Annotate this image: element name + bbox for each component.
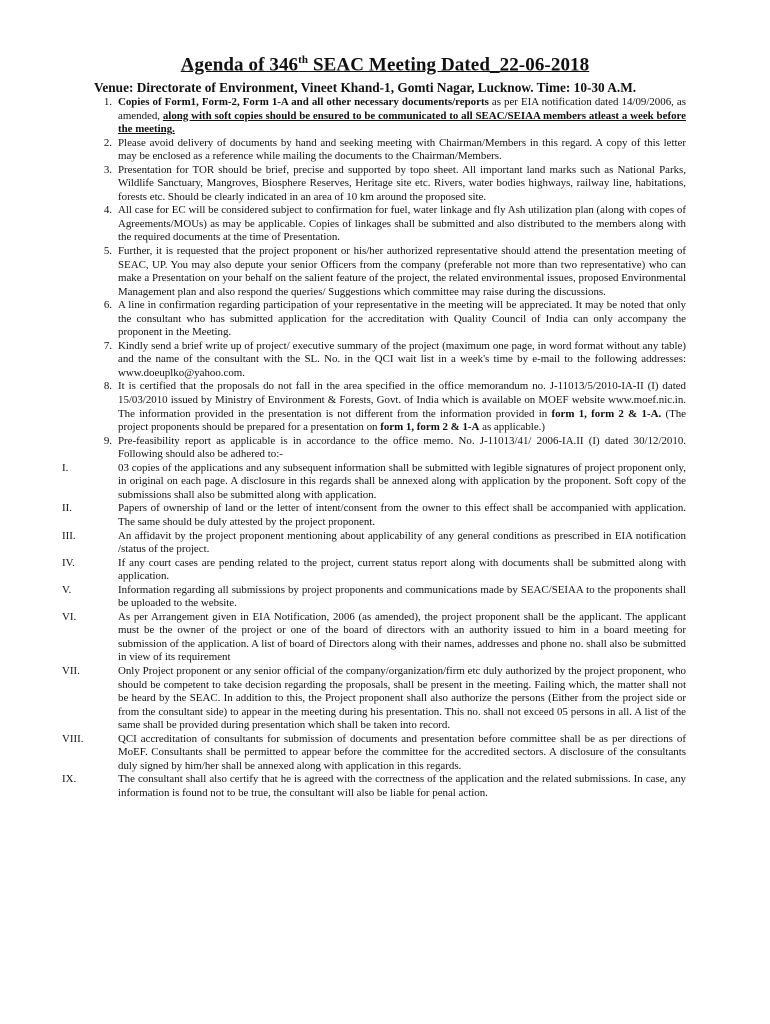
item-number: 5. <box>103 245 112 258</box>
item-number: 2. <box>103 136 112 149</box>
item-number: VII. <box>62 664 80 677</box>
agenda-subitem-vi <box>62 610 686 665</box>
item-number: 6. <box>103 299 112 312</box>
agenda-item-5 <box>103 245 686 299</box>
item-bold-text: Copies of Form1, Form-2, Form 1-A and all other necessary documents/reports <box>118 96 489 108</box>
agenda-subitem-ii <box>62 502 686 529</box>
agenda-item-4 <box>103 204 686 245</box>
item-number: IX. <box>62 773 77 786</box>
item-number: 4. <box>103 204 112 217</box>
item-number: 8. <box>103 380 112 393</box>
item-number: 7. <box>103 339 112 352</box>
item-text: Presentation for TOR should be brief, precise and supported by topo sheet. All important land marks such as National Parks, Wildlife Sanctuary, Mangroves, Biosphere Reserves, Heritage site etc. Rivers, water bodies highways, railway line, habitations, forests etc. Should be clearly indicated in an area of 10 km around the proposed site. <box>118 163 686 203</box>
item-text: Further, it is requested that the project proponent or his/her authorized representative should attend the presentation meeting of SEAC, UP. You may also depute your senior Officers from the company (preferable not more than two representative) who can make a Presentation on your behalf on the salient feature of the project, the related environmental issues, proposed Environmental Management plan and also respond the queries/ Suggestions which committee may raise during the discussions. <box>118 245 686 298</box>
item-text: The consultant shall also certify that he is agreed with the correctness of the application and the related submissions. In case, any information is found not to be true, the consultant will also be liable for penal action. <box>118 773 686 799</box>
title-prefix: Agenda of 346 <box>180 54 299 76</box>
item-number: VIII. <box>62 732 84 745</box>
item-text: Information regarding all submissions by project proponents and communications made by SEAC/SEIAA to the proponents shall be uploaded to the website. <box>118 583 686 610</box>
item-bold-text: form 1, form 2 & 1-A. <box>551 407 662 420</box>
agenda-subitem-viii <box>62 732 686 774</box>
agenda-item-9 <box>103 434 686 462</box>
item-number: V. <box>62 583 72 596</box>
page-title <box>0 54 770 76</box>
item-text: Papers of ownership of land or the letter of intent/consent from the owner to this effect shall be accompanied with application. The same should be duly attested by the project proponent. <box>118 502 686 528</box>
agenda-item-2 <box>103 136 686 164</box>
agenda-subitem-vii <box>62 664 686 733</box>
item-text: It is certified that the proposals do not fall in the area specified in the office memorandum no. J-11013/5/2010-IA-II (I) dated 15/03/2010 issued by Ministry of Environment & Forests, Govt. of India which is available on MOEF website www.moef.nic.in. The information provided in the presentation is not different from the information provided in <box>118 380 686 420</box>
item-bold-text-2: form 1, form 2 & 1-A <box>380 421 480 434</box>
item-text: as per EIA notification dated 14/09/2006, as amended, <box>118 96 686 122</box>
item-text: Please avoid delivery of documents by hand and seeking meeting with Chairman/Members in this regard. A copy of this letter may be enclosed as a reference while mailing the documents to the Chairman/Members. <box>118 136 686 163</box>
agenda-item-1 <box>103 96 686 137</box>
item-number: 9. <box>103 434 112 447</box>
item-text: A line in confirmation regarding participation of your representative in the meeting will be appreciated. It may be noted that only the consultant who has submitted application for the accreditation with Quality Council of India can only accompany the proponent in the Meeting. <box>118 299 686 339</box>
agenda-subitem-v <box>62 583 686 611</box>
agenda-list <box>62 96 687 800</box>
item-text-3: as applicable.) <box>479 421 546 434</box>
item-text: Only Project proponent or any senior official of the company/organization/firm etc duly authorized by the project proponent, who should be competent to take decision regarding the proposals, shall be present in the meeting. Failing which, the matter shall not be heard by the SEAC. In addition to this, the Project proponent shall also authorize the persons (Either from the project side or from the consultant side) to appear in the meeting during his presentation. This no. shall not exceed 05 persons in all. A list of the same shall be provided during presentation which shall be taken into record. <box>118 664 686 732</box>
agenda-subitem-ix <box>62 773 686 800</box>
item-text: QCI accreditation of consultants for submission of documents and presentation before committee shall be as per directions of MoEF. Consultants shall be permitted to appear before the committee for the accredited sectors. A disclosure of the consultants duly signed by him/her shall be annexed along with application in this regards. <box>118 732 686 772</box>
item-text: 03 copies of the applications and any subsequent information shall be submitted with legible signatures of project proponent only, in original on each page. A disclosure in this regards shall be annexed along with application by the proponent. Soft copy of the submissions shall also be submitted along with application. <box>118 461 686 501</box>
item-number: I. <box>62 461 69 474</box>
item-text: Pre-feasibility report as applicable is in accordance to the office memo. No. J-11013/41/ 2006-IA.II (I) dated 30/12/2010. Following should also be adhered to:- <box>118 434 686 461</box>
agenda-subitem-iv <box>62 556 686 584</box>
agenda-subitem-i <box>62 461 686 503</box>
item-number: 3. <box>103 163 112 176</box>
item-number: IV. <box>62 556 75 569</box>
title-superscript: th <box>298 54 309 66</box>
item-text: All case for EC will be considered subject to confirmation for fuel, water linkage and fly Ash utilization plan (along with copes of Agreements/MOUs) as may be applicable. Copies of linkages shall be submitted and also distributed to the members along with the required documents at the time of Presentation. <box>118 204 686 244</box>
item-number: 1. <box>103 96 112 108</box>
agenda-item-7 <box>103 339 686 381</box>
item-number: III. <box>62 529 76 542</box>
agenda-subitem-iii <box>62 529 686 557</box>
item-text: Kindly send a brief write up of project/ executive summary of the project (maximum one page, in word format without any table) and the name of the consultant with the SL. No. in the QCI wait list in a week's time by e-mail to the following addresses: www.doeuplko@yahoo.com. <box>118 339 686 379</box>
agenda-item-6 <box>103 299 686 340</box>
item-text-2: (The project proponents should be prepared for a presentation on <box>118 407 687 434</box>
item-underlined-text: along with soft copies should be ensured to be communicated to all SEAC/SEIAA members atleast a week before the meeting. <box>118 109 686 136</box>
item-number: II. <box>62 502 72 515</box>
item-number: VI. <box>62 610 77 623</box>
agenda-item-8 <box>103 380 687 434</box>
agenda-item-3 <box>103 163 686 205</box>
item-text: An affidavit by the project proponent mentioning about applicability of any general conditions as prescribed in EIA notification /status of the project. <box>118 529 686 556</box>
item-text: If any court cases are pending related to the project, current status report along with documents shall be submitted along with application. <box>118 556 686 583</box>
item-text: As per Arrangement given in EIA Notification, 2006 (as amended), the project proponent shall be the applicant. The applicant must be the owner of the project or one of the board of directors with an authority issued to him in a board meeting for submission of the application. A list of board of Directors along with their names, addresses and phone no. shall also be submitted in view of its requirement <box>118 610 686 664</box>
venue-line: Venue: Directorate of Environment, Vineet Khand-1, Gomti Nagar, Lucknow. Time: 10-30 A.M. <box>94 80 637 95</box>
title-suffix: SEAC Meeting Dated_22-06-2018 <box>308 54 590 76</box>
